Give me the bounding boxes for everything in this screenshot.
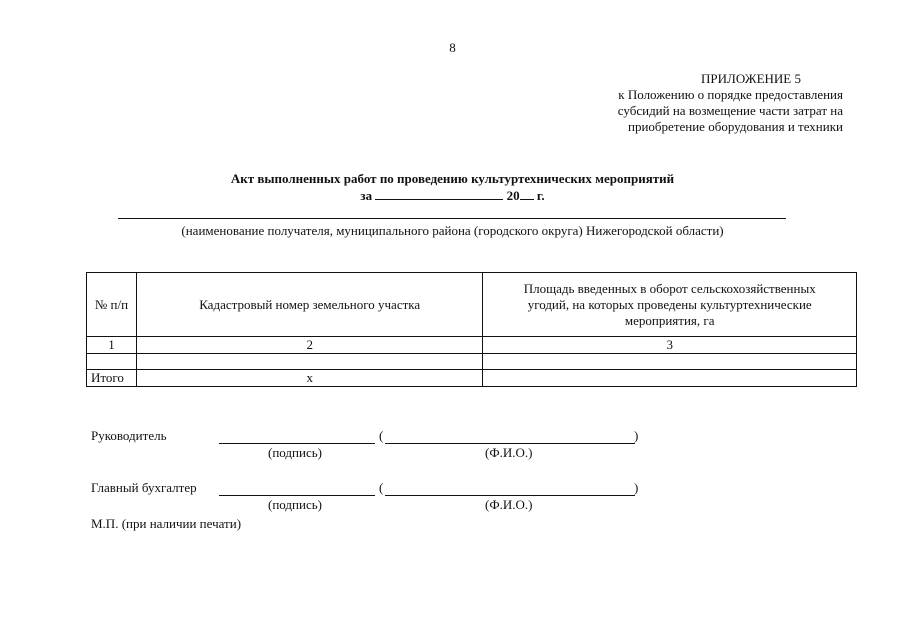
accountant-signature-line[interactable] bbox=[219, 495, 375, 496]
table-cell[interactable] bbox=[483, 354, 857, 370]
appendix-line: субсидий на возмещение части затрат на bbox=[617, 103, 843, 118]
accountant-name-caption: (Ф.И.О.) bbox=[485, 497, 533, 512]
recipient-name-line[interactable] bbox=[118, 218, 786, 219]
table-cell[interactable] bbox=[87, 354, 137, 370]
head-name-caption: (Ф.И.О.) bbox=[485, 445, 533, 460]
accountant-name-line[interactable] bbox=[385, 495, 635, 496]
head-signature-line[interactable] bbox=[219, 443, 375, 444]
table-row bbox=[87, 354, 857, 370]
recipient-caption: (наименование получателя, муниципального района (городского округа) Нижегородской области) bbox=[181, 223, 724, 238]
header-cell: Кадастровый номер земельного участка bbox=[136, 273, 482, 337]
table-cell[interactable] bbox=[136, 354, 482, 370]
header-cell: Площадь введенных в оборот сельскохозяйственных угодий, на которых проведены культуртехнические мероприятия, га bbox=[483, 273, 857, 337]
table-cell[interactable] bbox=[483, 370, 857, 387]
page-number: 8 bbox=[449, 40, 456, 55]
year-blank-field[interactable] bbox=[520, 187, 534, 200]
seal-note: М.П. (при наличии печати) bbox=[91, 516, 242, 531]
appendix-title: ПРИЛОЖЕНИЕ 5 bbox=[701, 71, 801, 86]
appendix-line: приобретение оборудования и техники bbox=[628, 119, 843, 134]
period-year: 20 bbox=[506, 188, 520, 203]
head-signature-caption: (подпись) bbox=[268, 445, 322, 460]
table-cell: 2 bbox=[136, 337, 482, 354]
period-blank-field[interactable] bbox=[375, 187, 503, 200]
header-cell: № п/п bbox=[87, 273, 137, 337]
table-cell: 1 bbox=[87, 337, 137, 354]
period-suffix: г. bbox=[536, 188, 545, 203]
period-prefix: за bbox=[360, 188, 373, 203]
head-label: Руководитель bbox=[91, 428, 167, 443]
head-close-paren: ) bbox=[634, 428, 639, 443]
table-cell: 3 bbox=[483, 337, 857, 354]
act-title: Акт выполненных работ по проведению культуртехнических мероприятий bbox=[230, 171, 675, 186]
appendix-line: к Положению о порядке предоставления bbox=[618, 87, 843, 102]
head-name-line[interactable] bbox=[385, 443, 635, 444]
table-header-row bbox=[87, 273, 857, 337]
accountant-open-paren: ( bbox=[379, 480, 384, 495]
act-period bbox=[0, 187, 905, 204]
table-cell: Итого bbox=[87, 370, 137, 387]
table-row bbox=[87, 337, 857, 354]
act-title-block bbox=[0, 171, 905, 204]
accountant-close-paren: ) bbox=[634, 480, 639, 495]
data-table bbox=[86, 272, 857, 387]
table-total-row bbox=[87, 370, 857, 387]
accountant-signature-caption: (подпись) bbox=[268, 497, 322, 512]
head-open-paren: ( bbox=[379, 428, 384, 443]
appendix-block bbox=[543, 71, 843, 135]
accountant-label: Главный бухгалтер bbox=[91, 480, 197, 495]
table-cell: х bbox=[136, 370, 482, 387]
